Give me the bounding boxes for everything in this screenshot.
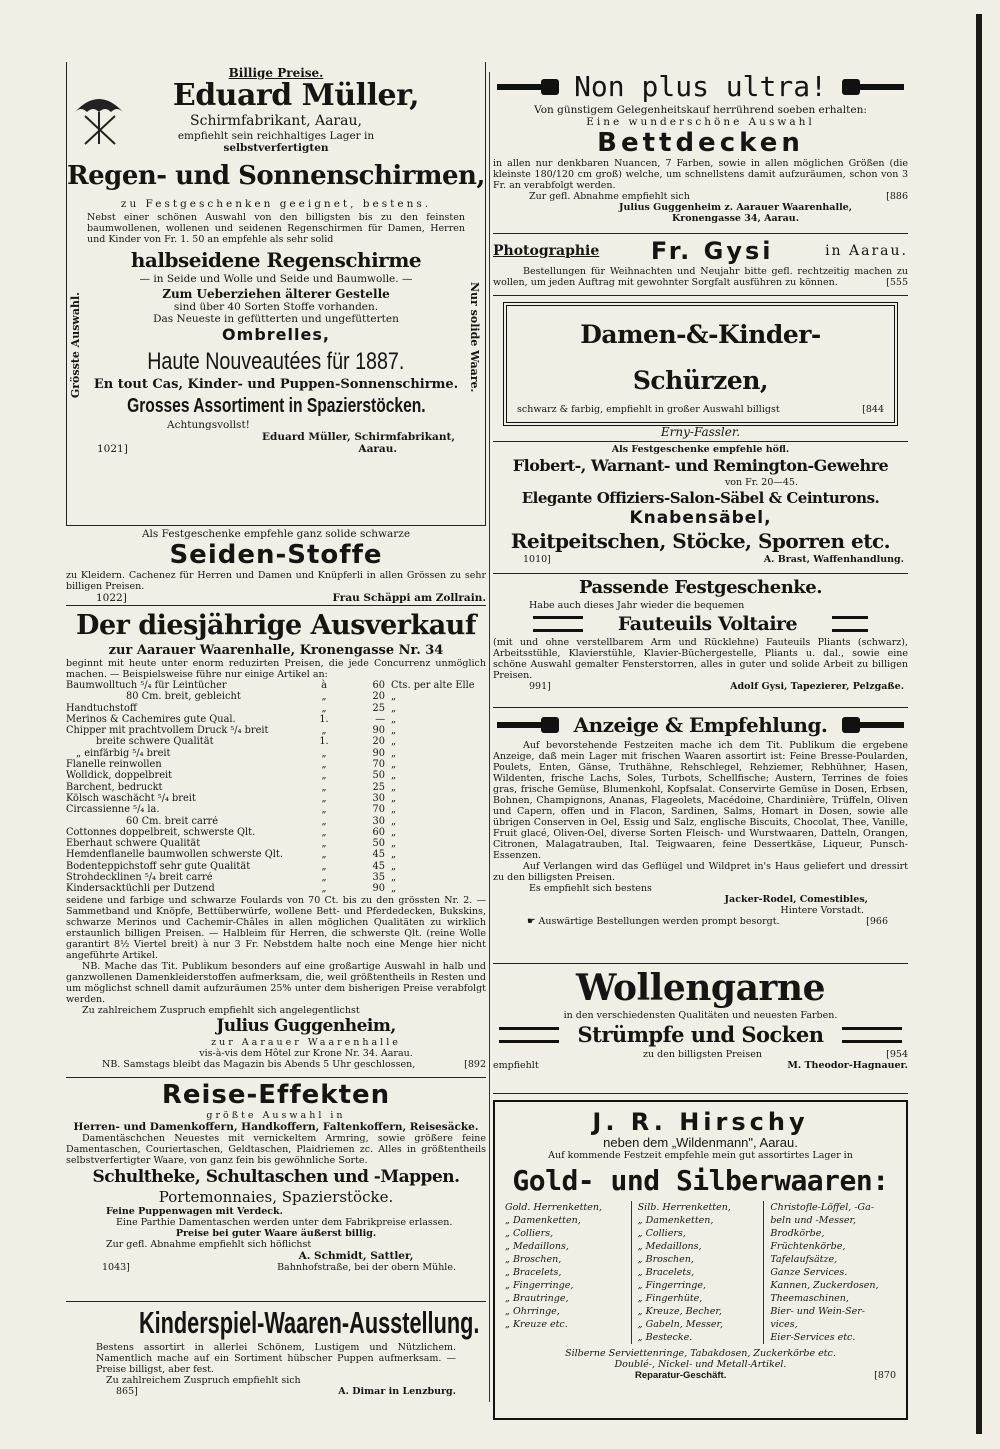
text-line: Kinderspiel-Waaren-Ausstellung. bbox=[138, 1305, 480, 1340]
text-line: „ bbox=[321, 826, 327, 838]
text-line: Ganze Services. bbox=[770, 1267, 848, 1278]
pointing-hand-left-icon bbox=[842, 77, 904, 97]
hirschy-l3: Silberne Serviettenringe, Tabakdosen, Zuckerkörbe etc. bbox=[565, 1348, 836, 1359]
anzeige-l1: Auf Verlangen wird das Geflügel und Wildpret in's Haus geliefert und dressirt zu den billigsten Preisen. bbox=[493, 861, 908, 883]
text-line: Barchent, bedruckt bbox=[66, 781, 163, 793]
text-line: „ bbox=[391, 747, 397, 759]
text-line: 20 bbox=[372, 691, 385, 703]
wolle-sig: M. Theodor-Hagnauer. bbox=[787, 1060, 908, 1071]
text-line: „ bbox=[391, 759, 397, 771]
text-line: „ bbox=[391, 872, 397, 884]
reise-sig2: Bahnhofstraße, bei der obern Mühle. bbox=[277, 1262, 456, 1273]
text-line: 60 bbox=[372, 680, 385, 691]
text-line: Silb. Herrenketten, bbox=[637, 1202, 731, 1213]
text-line: 70 bbox=[372, 759, 385, 771]
ad-schuerzen bbox=[493, 296, 908, 442]
table-row bbox=[66, 827, 486, 838]
text-line: Bier- und Wein-Ser- bbox=[770, 1306, 865, 1317]
seide-body: zu Kleidern. Cachenez für Herren und Damen und Knüpferli in allen Grössen zu sehr billigen Preisen. bbox=[66, 570, 486, 592]
text-line: Kannen, Zuckerdosen, bbox=[770, 1280, 879, 1291]
mueller-l8: En tout Cas, Kinder- und Puppen-Sonnenschirme. bbox=[93, 377, 459, 392]
text-line: „ bbox=[321, 860, 327, 872]
wolle-l2: zu den billigsten Preisen bbox=[643, 1049, 762, 1060]
text-line: Eier-Services etc. bbox=[770, 1332, 856, 1343]
brast-l1: Als Festgeschenke empfehle höfl. bbox=[611, 444, 790, 455]
gysi-body: Bestellungen für Weihnachten und Neujahr bitte gefl. rechtzeitig machen zu wollen, um jeden Auftrag mit gewohnter Sorgfalt ausführen zu können. bbox=[493, 266, 908, 288]
text-line: „ Fingerringe, bbox=[637, 1280, 707, 1291]
kinder-head-wrap bbox=[66, 1304, 486, 1342]
seide-head: Seiden-Stoffe bbox=[169, 540, 383, 570]
brast-ref: 1010] bbox=[523, 554, 551, 565]
text-line: „ bbox=[321, 849, 327, 861]
text-line: „ bbox=[391, 826, 397, 838]
reise-ref: 1043] bbox=[102, 1262, 130, 1273]
text-line: — bbox=[375, 713, 385, 725]
text-line: 80 Cm. breit, gebleicht bbox=[126, 691, 241, 703]
text-line: Auswärtige Bestellungen werden prompt besorgt. bbox=[538, 916, 780, 927]
bett-header bbox=[493, 70, 908, 104]
table-row bbox=[66, 782, 486, 793]
gysi-pre: Photographie bbox=[493, 243, 600, 259]
mueller-sig1: Achtungsvollst! bbox=[167, 419, 250, 431]
text-line: „ Bestecke. bbox=[637, 1332, 693, 1343]
brast-head4: Reitpeitschen, Stöcke, Sporren etc. bbox=[510, 529, 891, 553]
mueller-sig2: Eduard Müller, Schirmfabrikant, bbox=[262, 431, 455, 443]
table-row bbox=[66, 680, 486, 691]
ausverkauf-l1: Zu zahlreichem Zuspruch empfiehlt sich angelegentlichst bbox=[82, 1004, 360, 1016]
mueller-l3: zu Festgeschenken geeignet, bestens. bbox=[120, 198, 432, 210]
decorative-bars-right bbox=[832, 616, 868, 632]
schuerzen-l1: schwarz & farbig, empfiehlt in großer Auswahl billigst bbox=[517, 404, 780, 415]
text-line: „ bbox=[321, 770, 327, 782]
text-line: „ Colliers, bbox=[505, 1228, 554, 1239]
text-line: „ bbox=[321, 815, 327, 827]
text-line: „ bbox=[321, 747, 327, 759]
mueller-l7: Das Neueste in gefütterten und ungefütterten bbox=[153, 313, 399, 325]
fauteuils-sig: Adolf Gysi, Tapezierer, Pelzgaße. bbox=[730, 681, 904, 692]
text-line: Tafelaufsätze, bbox=[770, 1254, 838, 1265]
table-row bbox=[66, 804, 486, 815]
text-line: 45 bbox=[372, 849, 385, 861]
text-line: „ bbox=[391, 702, 397, 714]
ausverkauf-body: seidene und farbige und schwarze Foulards von 70 Ct. bis zu den grössten Nr. 2. — Sammetband und Knöpfe, Bettüberwürfe, wollene Bett- und Pferdedecken, Bukskins, schwarze Merinos und Cachemir-Châles in allen möglichen Qualitäten zu wirklich erstaunlich billigen Preisen. — Halbleim für Herren, die schwerste Qlt. (reine Wolle garantirt 8½ Viertel breit) à nur 3 Fr. Nebstdem halte noch eine Menge hier nicht angeführte Artikel. bbox=[66, 894, 486, 961]
table-row bbox=[66, 793, 486, 804]
seide-l1: Als Festgeschenke empfehle ganz solide schwarze bbox=[141, 528, 411, 540]
text-line: „ Ohrringe, bbox=[505, 1306, 560, 1317]
ad-kinderspiel bbox=[66, 1302, 486, 1417]
wolle-footer bbox=[493, 1060, 908, 1071]
pointing-hand-small-icon: ☛ bbox=[527, 916, 539, 927]
text-line: Bodenteppichstoff sehr gute Qualität bbox=[66, 860, 251, 872]
text-line: „ bbox=[391, 804, 397, 816]
reise-l7: Zur gefl. Abnahme empfiehlt sich höflichst bbox=[106, 1239, 312, 1250]
ausverkauf-sig3: vis-à-vis dem Hôtel zur Krone Nr. 34. Aarau. bbox=[199, 1047, 413, 1059]
ausverkauf-nb2: NB. Samstags bleibt das Magazin bis Abends 5 Uhr geschlossen, bbox=[102, 1058, 416, 1070]
mueller-ref: 1021] bbox=[97, 443, 128, 455]
ausverkauf-ref: [892 bbox=[464, 1058, 486, 1070]
text-line: Baumwolltuch ⁵/₄ für Leintücher bbox=[66, 680, 227, 691]
brast-head2: Elegante Offiziers-Salon-Säbel & Ceinturons. bbox=[521, 489, 880, 507]
mueller-haute bbox=[67, 345, 485, 378]
text-line: 60 bbox=[372, 826, 385, 838]
text-line: „ Kreuze etc. bbox=[505, 1319, 568, 1330]
text-line: à bbox=[321, 680, 327, 691]
hirschy-footer bbox=[505, 1370, 896, 1381]
mueller-l4: — in Seide und Wolle und Seide und Baumwolle. — bbox=[139, 273, 413, 285]
reise-l5: Eine Parthie Damentaschen werden unter dem Fabrikpreise erlassen. bbox=[116, 1217, 453, 1228]
table-row bbox=[66, 883, 486, 894]
table-row bbox=[66, 703, 486, 714]
text-line: „ bbox=[391, 770, 397, 782]
text-line: 60 Cm. breit carré bbox=[126, 815, 219, 827]
text-line: „ bbox=[391, 792, 397, 804]
text-line: „ bbox=[391, 883, 397, 895]
text-line: „ bbox=[391, 781, 397, 793]
schuerzen-line bbox=[517, 404, 884, 415]
hirschy-l2: Auf kommende Festzeit empfehle mein gut assortirtes Lager in bbox=[548, 1150, 853, 1161]
ad-reise-effekten bbox=[66, 1078, 486, 1302]
christofle-column bbox=[763, 1201, 896, 1344]
text-line: 50 bbox=[372, 770, 385, 782]
text-line: „ Brautringe, bbox=[505, 1293, 569, 1304]
anzeige-header bbox=[493, 710, 908, 740]
ausverkauf-sig2: zur Aarauer Waarenhalle bbox=[211, 1036, 401, 1048]
text-line: 30 bbox=[372, 792, 385, 804]
kinder-ref: 865] bbox=[116, 1386, 138, 1397]
text-line: 90 bbox=[372, 747, 385, 759]
text-line: Gold. Herrenketten, bbox=[505, 1202, 602, 1213]
text-line: „ Kreuze, Becher, bbox=[637, 1306, 722, 1317]
side-text-left: Grösste Auswahl. bbox=[69, 292, 82, 399]
ad-wollengarne bbox=[493, 964, 908, 1094]
bett-head: Non plus ultra! bbox=[574, 70, 827, 103]
text-line: Wolldick, doppelbreit bbox=[66, 770, 173, 782]
text-line: 1. bbox=[319, 736, 329, 748]
text-line: Brodkörbe, bbox=[770, 1228, 825, 1239]
kinder-l1: Zu zahlreichem Zuspruch empfiehlt sich bbox=[106, 1375, 301, 1386]
text-line: „ bbox=[321, 883, 327, 895]
bett-head2: Bettdecken bbox=[597, 128, 804, 158]
text-line: Circassienne ⁵/₄ la. bbox=[66, 804, 160, 816]
ausverkauf-footer bbox=[66, 1059, 486, 1070]
text-line: 90 bbox=[372, 883, 385, 895]
text-line: Grosses Assortiment in Spazierstöcken. bbox=[126, 395, 426, 417]
hirschy-head2-wrap bbox=[505, 1161, 896, 1201]
bett-sig: Julius Guggenheim z. Aarauer Waarenhalle, bbox=[618, 202, 853, 213]
text-line: „ Gabeln, Messer, bbox=[637, 1319, 724, 1330]
text-line: 30 bbox=[372, 815, 385, 827]
reise-l6: Preise bei guter Waare äußerst billig. bbox=[175, 1228, 377, 1239]
text-line: „ Bracelets, bbox=[637, 1267, 695, 1278]
text-line: 25 bbox=[372, 781, 385, 793]
table-row bbox=[66, 816, 486, 827]
bett-body: in allen nur denkbaren Nuancen, 7 Farben, sowie in allen möglichen Größen (die kleinste 180/120 cm groß) welche, um schnellstens damit aufzuräumen, schon von 3 Fr. an verabfolgt werden. bbox=[493, 158, 908, 191]
text-line: Kindersacktüchli per Dutzend bbox=[66, 883, 215, 895]
reise-l2: Herren- und Damenkoffern, Handkoffern, Faltenkoffern, Reisesäcke. bbox=[73, 1121, 479, 1133]
text-line: „ bbox=[391, 691, 397, 703]
text-line: 50 bbox=[372, 838, 385, 850]
table-row bbox=[66, 748, 486, 759]
bett-footer bbox=[493, 191, 908, 202]
seide-sig: Frau Schäppi am Zollrain. bbox=[332, 592, 486, 604]
page-edge-bar bbox=[976, 14, 982, 1434]
text-line: „ bbox=[391, 725, 397, 737]
schuerzen-sig: Erny-Fassler. bbox=[660, 425, 741, 439]
hirschy-ref: [870 bbox=[874, 1370, 896, 1381]
fauteuils-l1: Habe auch dieses Jahr wieder die bequemen bbox=[529, 600, 745, 611]
ausverkauf-head: Der diesjährige Ausverkauf bbox=[76, 610, 476, 641]
fauteuils-body: (mit und ohne verstellbarem Arm und Rücklehne) Fauteuils Pliants (schwarz), Arbeitsstühle, Klavierstühle, Klavier-Büchergestelle, Pliants u. dal., sowie eine schöne Auswahl gemalter Fensterstorren, alles in guter und solide Arbeit zu billigen Preisen. bbox=[493, 637, 908, 681]
text-line: „ Broschen, bbox=[505, 1254, 562, 1265]
seide-footer bbox=[66, 592, 486, 604]
ausverkauf-sub: zur Aarauer Waarenhalle, Kronengasse Nr. 34 bbox=[108, 643, 444, 658]
bett-ref: [886 bbox=[886, 191, 908, 202]
text-line: Cts. per alte Elle bbox=[391, 680, 475, 691]
ornamental-frame bbox=[503, 302, 898, 439]
decorative-bars-right bbox=[842, 1027, 902, 1043]
umbrella-icon bbox=[71, 86, 127, 148]
text-line: „ bbox=[321, 691, 327, 703]
text-line: „ einfärbig ⁵/₄ breit bbox=[76, 747, 171, 759]
ad-fauteuils bbox=[493, 574, 908, 708]
text-line: Früchtenkörbe, bbox=[770, 1241, 846, 1252]
wolle-l1: in den verschiedensten Qualitäten und neuesten Farben. bbox=[563, 1010, 838, 1021]
text-line: 1. bbox=[319, 713, 329, 725]
text-line: 90 bbox=[372, 725, 385, 737]
text-line: „ Damenketten, bbox=[505, 1215, 581, 1226]
table-row bbox=[66, 838, 486, 849]
mueller-l5: Zum Ueberziehen älterer Gestelle bbox=[162, 287, 390, 301]
right-column bbox=[493, 68, 908, 1420]
text-line: „ Broschen, bbox=[637, 1254, 694, 1265]
mueller-l9 bbox=[67, 392, 485, 419]
reise-l4: Feine Puppenwagen mit Verdeck. bbox=[106, 1206, 283, 1217]
text-line: 45 bbox=[372, 860, 385, 872]
decorative-bars-left bbox=[533, 616, 583, 632]
text-line: Cottonnes doppelbreit, schwerste Qlt. bbox=[66, 826, 256, 838]
brast-sig: A. Brast, Waffenhandlung. bbox=[763, 554, 904, 565]
pointing-hand-left-icon bbox=[842, 715, 904, 735]
brast-footer bbox=[493, 554, 908, 565]
text-line: „ bbox=[321, 792, 327, 804]
text-line: Hemdenflanelle baumwollen schwerste Qlt. bbox=[66, 849, 283, 861]
wolle-head2: Strümpfe und Socken bbox=[577, 1022, 824, 1047]
mueller-l2: selbstverfertigten bbox=[223, 142, 329, 154]
column-divider bbox=[489, 72, 490, 1402]
text-line: „ Damenketten, bbox=[637, 1215, 714, 1226]
ad-anzeige bbox=[493, 708, 908, 964]
reise-head: Reise-Effekten bbox=[161, 1080, 391, 1110]
mueller-ombrelles: Ombrelles, bbox=[222, 325, 330, 344]
hirschy-head: J. R. Hirschy bbox=[592, 1108, 809, 1136]
text-line: 70 bbox=[372, 804, 385, 816]
brast-l2: von Fr. 20—45. bbox=[724, 477, 798, 488]
text-line: „ bbox=[391, 815, 397, 827]
price-table bbox=[66, 680, 486, 895]
kinder-footer bbox=[66, 1386, 486, 1397]
text-line: Christofle-Löffel, -Ga- bbox=[770, 1202, 875, 1213]
table-row bbox=[66, 691, 486, 702]
mueller-l6: sind über 40 Sorten Stoffe vorhanden. bbox=[173, 301, 379, 313]
seide-ref: 1022] bbox=[96, 592, 127, 604]
text-line: „ bbox=[391, 860, 397, 872]
wolle-ref: [954 bbox=[886, 1049, 908, 1060]
ad-bettdecken bbox=[493, 68, 908, 234]
mueller-l1: empfiehlt sein reichhaltiges Lager in bbox=[177, 130, 375, 142]
wolle-pre: empfiehlt bbox=[493, 1060, 539, 1071]
table-row bbox=[66, 714, 486, 725]
text-line: Kölsch waschächt ⁵/₄ breit bbox=[66, 792, 196, 804]
ad-eduard-mueller bbox=[66, 62, 486, 526]
text-line: 35 bbox=[372, 872, 385, 884]
wolle-head: Wollengarne bbox=[576, 967, 825, 1009]
text-line: Haute Nouveautées für 1887. bbox=[147, 348, 405, 375]
text-line: Gold- und Silberwaaren: bbox=[512, 1164, 889, 1197]
ad-brast bbox=[493, 442, 908, 574]
anzeige-l2: Es empfiehlt sich bestens bbox=[529, 883, 652, 894]
brast-head3: Knabensäbel, bbox=[629, 508, 772, 528]
text-line: „ bbox=[321, 702, 327, 714]
gysi-post: in Aarau. bbox=[825, 243, 908, 259]
bett-l2: Eine wunderschöne Auswahl bbox=[586, 116, 815, 128]
text-line: Eberhaut schwere Qualität bbox=[66, 838, 201, 850]
text-line: „ bbox=[321, 804, 327, 816]
text-line: „ bbox=[321, 838, 327, 850]
text-line: „ bbox=[321, 872, 327, 884]
ad-seiden-stoffe bbox=[66, 526, 486, 606]
text-line: vices, bbox=[770, 1319, 798, 1330]
wolle-head2-row bbox=[493, 1021, 908, 1049]
mueller-body: Nebst einer schönen Auswahl von den billigsten bis zu den feinsten baumwollenen, wollenen und seidenen Regenschirmen für Damen, Herren und Kinder von Fr. 1. 50 an empfehle als sehr solid bbox=[87, 212, 465, 245]
text-line: „ Fingerringe, bbox=[505, 1280, 574, 1291]
text-line: „ bbox=[321, 759, 327, 771]
decorative-bars-left bbox=[499, 1027, 559, 1043]
text-line: 20 bbox=[372, 736, 385, 748]
ad-ausverkauf bbox=[66, 606, 486, 1078]
hirschy-l5: Reparatur-Geschäft. bbox=[635, 1370, 727, 1381]
side-text-right: Nur solide Waare. bbox=[468, 282, 481, 393]
brast-head: Flobert-, Warnant- und Remington-Gewehre bbox=[512, 456, 889, 475]
text-line: „ bbox=[391, 838, 397, 850]
fauteuils-ref: 991] bbox=[529, 681, 551, 692]
hirschy-l1: neben dem „Wildenmann", Aarau. bbox=[603, 1135, 798, 1150]
bett-l1: Von günstigem Gelegenheitskauf herrührend soeben erhalten: bbox=[534, 104, 867, 116]
bett-l3: Zur gefl. Abnahme empfiehlt sich bbox=[529, 191, 690, 202]
hirschy-product-list bbox=[505, 1201, 896, 1344]
fauteuils-head: Passende Festgeschenke. bbox=[579, 577, 822, 598]
text-line: Merinos & Cachemires gute Qual. bbox=[66, 713, 236, 725]
text-line: „ Colliers, bbox=[637, 1228, 686, 1239]
fauteuils-head2: Fauteuils Voltaire bbox=[617, 613, 798, 635]
anzeige-sig2: Hintere Vorstadt. bbox=[780, 905, 864, 916]
reise-footer bbox=[66, 1262, 486, 1273]
ausverkauf-sig: Julius Guggenheim, bbox=[216, 1015, 396, 1036]
mueller-head: Regen- und Sonnenschirmen, bbox=[67, 161, 485, 191]
ad-hirschy bbox=[493, 1100, 908, 1420]
mueller-footer bbox=[67, 443, 485, 455]
anzeige-sig: Jacker-Rodel, Comestibles, bbox=[724, 894, 868, 905]
schuerzen-ref: [844 bbox=[862, 404, 884, 415]
anzeige-footer bbox=[493, 916, 908, 927]
schuerzen-head: Damen-&-Kinder-Schürzen, bbox=[580, 320, 821, 395]
text-line: Flanelle reinwollen bbox=[66, 759, 162, 771]
anzeige-ref: [966 bbox=[866, 916, 888, 927]
table-row bbox=[66, 759, 486, 770]
gysi-ref: [555 bbox=[886, 277, 908, 288]
text-line: „ bbox=[321, 781, 327, 793]
text-line: 25 bbox=[372, 702, 385, 714]
table-row bbox=[66, 736, 486, 747]
text-line: „ bbox=[391, 736, 397, 748]
hirschy-l4: Doublé-, Nickel- und Metall-Artikel. bbox=[614, 1359, 787, 1370]
pointing-hand-right-icon bbox=[497, 715, 559, 735]
silver-column bbox=[631, 1201, 764, 1344]
text-line: „ Medaillons, bbox=[505, 1241, 569, 1252]
cheap-prices: Billige Preise. bbox=[228, 66, 324, 80]
table-row bbox=[66, 770, 486, 781]
text-line: „ bbox=[321, 725, 327, 737]
ausverkauf-intro: beginnt mit heute unter enorm reduzirten Preisen, die jede Concurrenz unmöglich machen. — Beispielsweise führe nur einige Artikel an: bbox=[66, 658, 486, 680]
reise-body: Damentäschchen Neuestes mit vernickeltem Armring, sowie größere feine Damentaschen, Couriertaschen, Geldtaschen, Plaidriemen zc. Alles in größtentheils selbstverfertigter Waare, von ganz fein bis gewöhnliche Sorte. bbox=[66, 1133, 486, 1166]
fauteuils-head2-row bbox=[493, 611, 908, 637]
pointing-hand-right-icon bbox=[497, 77, 559, 97]
text-line: Handtuchstoff bbox=[66, 702, 137, 714]
anzeige-note bbox=[527, 916, 780, 927]
bett-sig2: Kronengasse 34, Aarau. bbox=[671, 213, 800, 224]
gysi-header bbox=[493, 236, 908, 266]
text-line: breite schwere Qualität bbox=[96, 736, 214, 748]
ausverkauf-nb: NB. Mache das Tit. Publikum besonders auf eine großartige Auswahl in halb und ganzwollenen Damenkleiderstoffen aufmerksam, die, weil größtentheils in Resten und um möglichst schnell damit aufzuräumen 25% unter dem bisherigen Preise verabfolgt werden. bbox=[66, 960, 486, 1005]
gold-column bbox=[505, 1201, 631, 1344]
fauteuils-footer bbox=[493, 681, 908, 692]
reise-sig: A. Schmidt, Sattler, bbox=[298, 1250, 414, 1262]
text-line: Theemaschinen, bbox=[770, 1293, 849, 1304]
text-line: „ bbox=[391, 713, 397, 725]
text-line: „ Fingerhüte, bbox=[637, 1293, 703, 1304]
mueller-sub: Schirmfabrikant, Aarau, bbox=[190, 113, 362, 129]
mueller-sig3: Aarau. bbox=[358, 443, 397, 455]
reise-l1: größte Auswahl in bbox=[206, 1110, 346, 1121]
anzeige-head: Anzeige & Empfehlung. bbox=[573, 713, 828, 737]
table-row bbox=[66, 861, 486, 872]
mueller-head2: halbseidene Regenschirme bbox=[130, 248, 422, 272]
reise-head2: Schultheke, Schultaschen und -Mappen. bbox=[92, 1167, 460, 1187]
table-row bbox=[66, 872, 486, 883]
gysi-name: Fr. Gysi bbox=[650, 237, 774, 265]
text-line: beln und -Messer, bbox=[770, 1215, 857, 1226]
wolle-line2 bbox=[493, 1049, 908, 1060]
reise-l3: Portemonnaies, Spazierstöcke. bbox=[158, 1188, 394, 1206]
text-line: „ Medaillons, bbox=[637, 1241, 702, 1252]
anzeige-body: Auf bevorstehende Festzeiten mache ich dem Tit. Publikum die ergebene Anzeige, daß mein Lager mit frischen Waaren assortirt ist: Feine Bresse-Poularden, Poulets, Enten, Gänse, Truthähne, Rehschlegel, Rehziemer, Rebhühner, Hasen, Wildenten, frische Lachs, Soles, Turbots, Schellfische; Austern, Terrines de foies gras, frische Gemüse, Blumenkohl, Kopfsalat. Conservirte Gemüse in Dosen, Erbsen, Bohnen, Champignons, Ananas, Flageolets, Macédoine, Chardinière, Trüffeln, Oliven und Capern, offen und in Flacon, Sardinen, Salms, Homart in Dosen, sowie alle übrigen Conserven in Oel, Essig und Salz, englische Biscuits, Chocolat, Thee, Vanille, Fruit glacé, Oliven-Oel, diverse Sorten Fleisch- und Wurstwaaren, Datteln, Orangen, Citronen, Malagatrauben, Ital. Teigwaaren, feine Dessertkäse, Liqueur, Punsch-Essenzen. bbox=[493, 740, 908, 861]
text-line: „ bbox=[391, 849, 397, 861]
left-column bbox=[66, 62, 486, 1417]
table-row bbox=[66, 849, 486, 860]
table-row bbox=[66, 725, 486, 736]
text-line: Strohdecklinen ⁵/₄ breit carré bbox=[66, 872, 213, 884]
ad-gysi bbox=[493, 234, 908, 296]
kinder-sig: A. Dimar in Lenzburg. bbox=[338, 1386, 456, 1397]
kinder-body: Bestens assortirt in allerlei Schönem, Lustigem und Nützlichem. Namentlich mache auf ein Sortiment hübscher Puppen aufmerksam. — Preise billigst, aber fest. bbox=[96, 1342, 456, 1375]
text-line: Chipper mit prachtvollem Druck ⁵/₄ breit bbox=[66, 725, 269, 737]
mueller-name: Eduard Müller, bbox=[172, 78, 420, 113]
text-line: „ Bracelets, bbox=[505, 1267, 562, 1278]
